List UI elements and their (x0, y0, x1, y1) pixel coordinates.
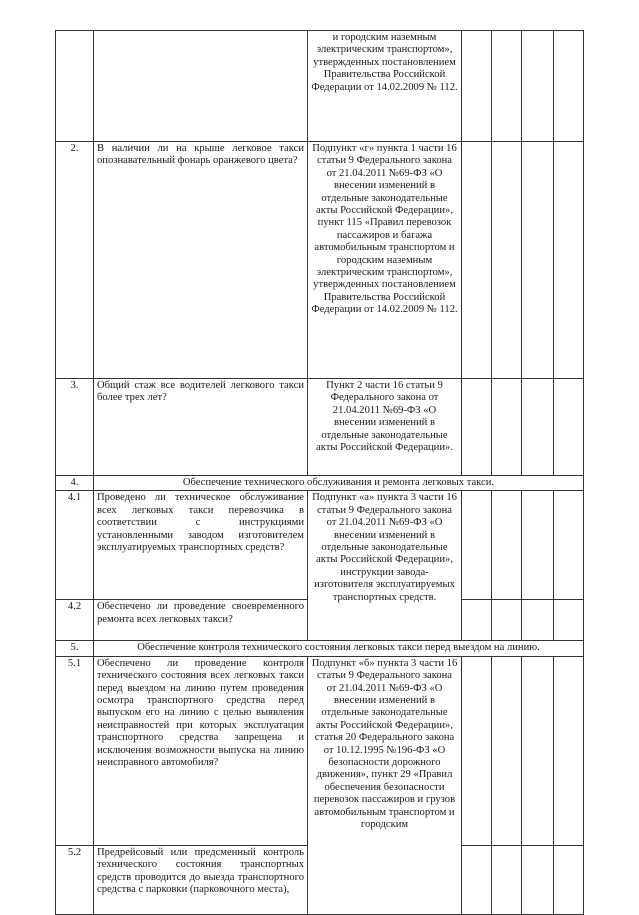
answer-na-cell (522, 379, 554, 476)
answer-na-cell (522, 31, 554, 142)
item-number-cell: 4.2 (56, 600, 94, 641)
answer-na-cell (522, 142, 554, 379)
legal-basis-cell: Подпункт «б» пункта 3 части 16 статьи 9 Федерального закона от 21.04.2011 №69-ФЗ «О внесении изменений в отдельные законодательные акты Российской Федерации», статья 20 Федерального закона от 10.12.1995 №196-ФЗ «О безопасности дорожного движения», пункт 29 «Правил обеспечения безопасности перевозок пассажиров и грузов автомобильным транспортом и городским (308, 656, 462, 914)
section-header-row (56, 641, 584, 656)
legal-basis-cell: Подпункт «г» пункта 1 части 16 статьи 9 Федерального закона от 21.04.2011 №69-ФЗ «О внесении изменений в отдельные законодательные акты Российской Федерации», пункт 115 «Правил перевозок пассажиров и багажа автомобильным транспортом и городским наземным электрическим транспортом», утвержденных постановлением Правительства Российской Федерации от 14.02.2009 № 112. (308, 142, 462, 379)
notes-cell (554, 491, 584, 600)
inspection-checklist-table (55, 30, 584, 915)
question-cell: Предрейсовый или предсменный контроль технического состояния транспортных средств проводится до выезда транспортного средства с парковки (парковочного места), (94, 845, 308, 914)
table-row (56, 142, 584, 379)
answer-no-cell (492, 379, 522, 476)
question-cell: Обеспечено ли проведение контроля технического состояния всех легковых такси перед выездом на линию путем проведения осмотра транспортного средства перед выпуском его на линию с целью выявления неисправностей при которых эксплуатация транспортного средства запрещена и исключения возможности выпуска на линию неисправного автомобиля? (94, 656, 308, 845)
answer-no-cell (492, 600, 522, 641)
section-header-row (56, 476, 584, 491)
notes-cell (554, 142, 584, 379)
answer-yes-cell (462, 845, 492, 914)
answer-no-cell (492, 491, 522, 600)
item-number-cell: 3. (56, 379, 94, 476)
answer-no-cell (492, 31, 522, 142)
question-cell: В наличии ли на крыше легковое такси опознавательный фонарь оранжевого цвета? (94, 142, 308, 379)
question-cell: Проведено ли техническое обслуживание всех легковых такси перевозчика в соответствии с инструкциями установленными заводом изготовителем эксплуатируемых транспортных средств? (94, 491, 308, 600)
item-number-cell: 5.1 (56, 656, 94, 845)
answer-no-cell (492, 845, 522, 914)
answer-yes-cell (462, 491, 492, 600)
item-number-cell: 2. (56, 142, 94, 379)
item-number-cell: 4.1 (56, 491, 94, 600)
answer-na-cell (522, 845, 554, 914)
notes-cell (554, 845, 584, 914)
answer-yes-cell (462, 656, 492, 845)
answer-no-cell (492, 142, 522, 379)
section-number-cell: 4. (56, 476, 94, 491)
answer-no-cell (492, 656, 522, 845)
notes-cell (554, 31, 584, 142)
table-row (56, 31, 584, 142)
section-title-cell: Обеспечение технического обслуживания и ремонта легковых такси. (94, 476, 584, 491)
item-number-cell: 5.2 (56, 845, 94, 914)
answer-yes-cell (462, 31, 492, 142)
item-number-cell (56, 31, 94, 142)
table-row (56, 656, 584, 845)
answer-yes-cell (462, 600, 492, 641)
legal-basis-cell: и городским наземным электрическим транспортом», утвержденных постановлением Правительства Российской Федерации от 14.02.2009 № 112. (308, 31, 462, 142)
notes-cell (554, 379, 584, 476)
answer-yes-cell (462, 379, 492, 476)
question-cell: Обеспечено ли проведение своевременного ремонта всех легковых такси? (94, 600, 308, 641)
answer-yes-cell (462, 142, 492, 379)
answer-na-cell (522, 491, 554, 600)
notes-cell (554, 656, 584, 845)
table-row (56, 491, 584, 600)
answer-na-cell (522, 600, 554, 641)
question-cell (94, 31, 308, 142)
legal-basis-cell: Пункт 2 части 16 статьи 9 Федерального закона от 21.04.2011 №69-ФЗ «О внесении изменений в отдельные законодательные акты Российской Федерации». (308, 379, 462, 476)
question-cell: Общий стаж все водителей легкового такси более трех лет? (94, 379, 308, 476)
section-number-cell: 5. (56, 641, 94, 656)
table-row (56, 379, 584, 476)
section-title-cell: Обеспечение контроля технического состояния легковых такси перед выездом на линию. (94, 641, 584, 656)
legal-basis-cell: Подпункт «а» пункта 3 части 16 статьи 9 Федерального закона от 21.04.2011 №69-ФЗ «О внесении изменений в отдельные законодательные акты Российской Федерации», инструкции завода-изготовителя эксплуатируемых транспортных средств. (308, 491, 462, 641)
notes-cell (554, 600, 584, 641)
answer-na-cell (522, 656, 554, 845)
